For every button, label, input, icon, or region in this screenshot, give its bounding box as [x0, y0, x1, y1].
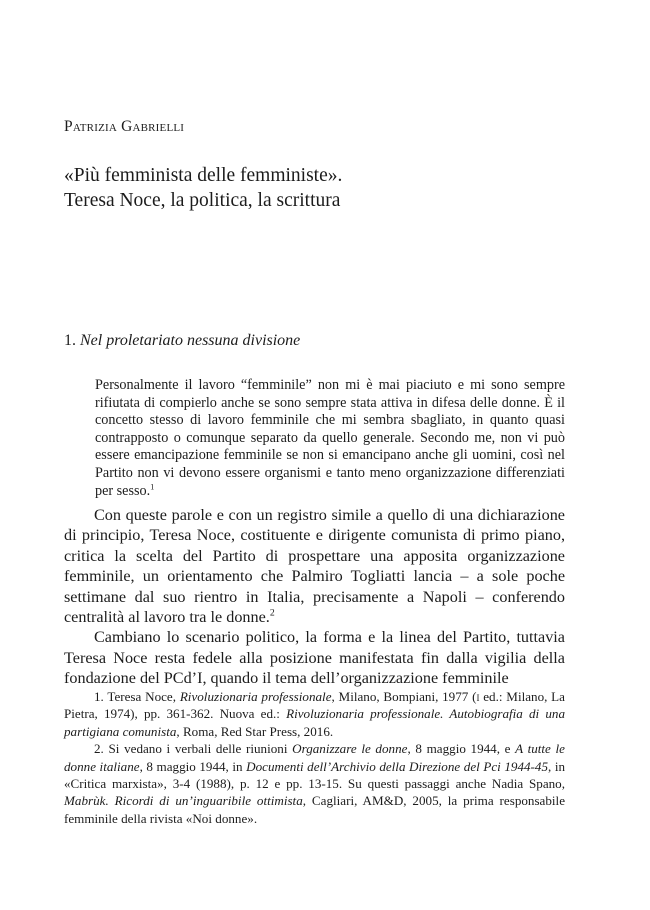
section-title: Nel proletariato nessuna divisione [80, 332, 301, 349]
chapter-title [64, 163, 604, 213]
footnote-2-document-title: A tutte le donne italiane [64, 741, 565, 774]
author-name: Patrizia Gabrielli [64, 118, 185, 135]
footnote-2-text: , 8 maggio 1944, e [407, 741, 516, 757]
footnote-2-document-title: Documenti dell’Archivio della Direzione del Pci 1944-45 [246, 758, 548, 774]
footnote-1-text: , Milano, Bompiani, 1977 ( [331, 689, 477, 704]
body-text [64, 505, 565, 689]
footnote-2-document-title: Organizzare le donne [292, 741, 408, 757]
section-heading [64, 332, 300, 350]
quote-text: Personalmente il lavoro “femminile” non mi è mai piaciuto e mi sono sempre rifiutata di compierlo anche se sono sempre stata attiva in difesa delle donne. È il concetto stesso di lavoro femminile che mi sembra sbagliato, in quanto quasi contrapposto o comunque separato da quello generale. Secondo me, non vi può essere emancipazione femminile se non si emancipano anche gli uomini, così nel Partito non vi devono essere organismi e tanto meno organizzazione differenziati per sesso. [95, 377, 565, 499]
chapter-title-line-2: Teresa Noce, la politica, la scrittura [64, 190, 341, 211]
block-quote [95, 377, 565, 500]
footnotes [64, 688, 565, 827]
footnote-2-text: 2. Si vedano i verbali delle riunioni [94, 741, 293, 757]
footnote-1-text: ed.: Milano, La Pietra, 1974), pp. 361-362. Nuova ed.: [64, 689, 565, 722]
footnote-ref-2: 2 [269, 607, 275, 619]
footnote-1-book-title: Rivoluzionaria professionale [179, 689, 332, 704]
footnote-ref-1: 1 [150, 480, 155, 491]
footnote-1-text: 1. Teresa Noce, [94, 689, 180, 704]
chapter-title-line-1: «Più femminista delle femministe». [64, 165, 343, 186]
body-paragraph-2: Cambiano lo scenario politico, la forma e la linea del Partito, tuttavia Teresa Noce resta fedele alla posizione manifestata fin dalla vigilia della fondazione del PCd’I, quando il tema dell’organizzazione femminile [64, 628, 565, 688]
section-number: 1. [64, 332, 76, 349]
footnote-2-book-title: Mabrùk. Ricordi di un’inguaribile ottimista [64, 793, 303, 809]
footnote-1-edition-numeral: i [476, 689, 480, 704]
footnote-1 [64, 688, 565, 740]
body-paragraph-1 [64, 505, 565, 627]
body-paragraph-1-text: Con queste parole e con un registro simile a quello di una dichiarazione di principio, Teresa Noce, costituente e dirigente comunista di primo piano, critica la scelta del Partito di prospettare una apposita organizzazione femminile, un orientamento che Palmiro Togliatti lancia – a sole poche settimane dal suo rientro in Italia, precisamente a Napoli – conferendo centralità al lavoro tra le donne. [64, 506, 565, 627]
footnote-2 [64, 740, 565, 827]
quote-paragraph [95, 377, 565, 500]
footnote-2-text: , 8 maggio 1944, in [139, 758, 247, 774]
footnote-1-book-title: Rivoluzionaria professionale. Autobiografia di una partigiana comunista [64, 706, 565, 739]
footnote-2-text: , Cagliari, AM&D, 2005, la prima responsabile femminile della rivista «Noi donne». [64, 793, 565, 826]
footnote-2-text: , in «Critica marxista», 3-4 (1988), p. 12 e pp. 13-15. Su questi passaggi anche Nadia Spano, [64, 758, 566, 792]
footnote-1-text: , Roma, Red Star Press, 2016. [176, 723, 334, 739]
